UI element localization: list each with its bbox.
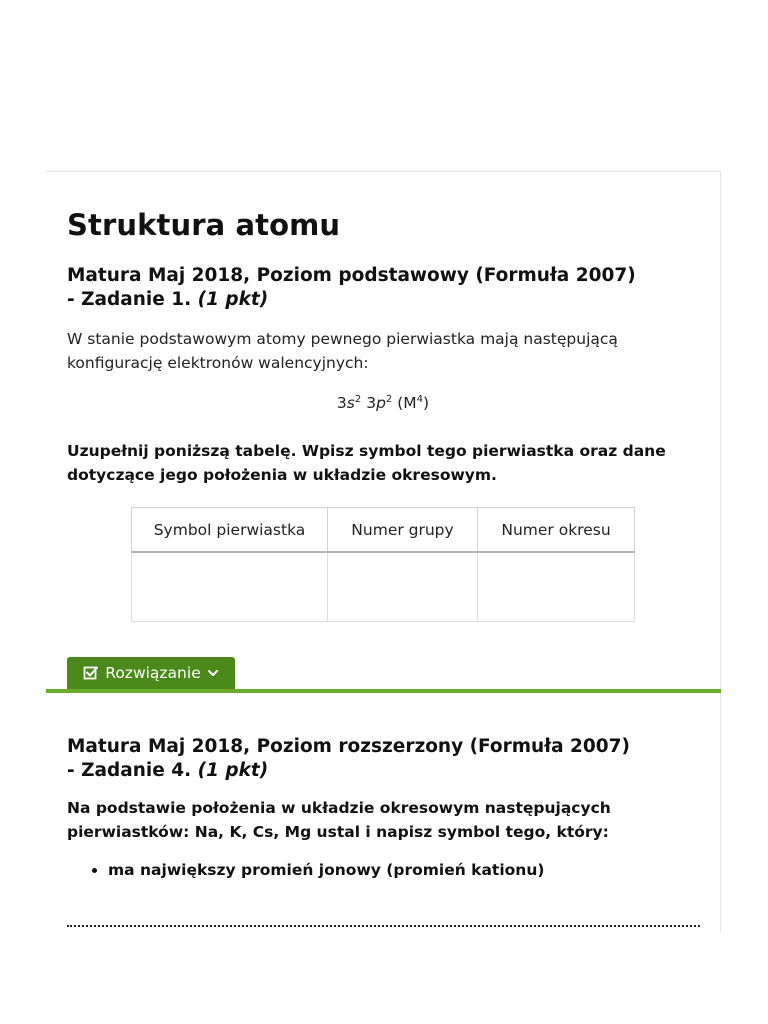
page-title: Struktura atomu	[67, 208, 341, 242]
formula-part2-orbital: p	[376, 394, 386, 413]
answer-table	[131, 507, 635, 622]
table-cell-period	[478, 552, 635, 622]
formula-part1-exponent: 2	[354, 394, 362, 405]
table-header-symbol: Symbol pierwiastka	[132, 508, 328, 553]
task-2-title-sub: - Zadanie 4.	[67, 760, 192, 781]
table-cell-symbol	[132, 552, 328, 622]
chevron-down-icon	[207, 667, 219, 679]
formula-part2-number: 3	[366, 394, 377, 413]
task-2-title	[67, 735, 699, 783]
formula-part1-number: 3	[336, 394, 347, 413]
task-card	[46, 171, 721, 932]
solution-button[interactable]	[67, 657, 235, 689]
solution-divider	[46, 689, 721, 693]
table-cell-group	[328, 552, 478, 622]
task-2-intro: Na podstawie położenia w układzie okresowym następujących pierwiastków: Na, K, Cs, Mg ustal i napisz symbol tego, który:	[67, 799, 611, 841]
task-2-bullet-list	[67, 858, 740, 882]
task-1-instruction: Uzupełnij poniższą tabelę. Wpisz symbol tego pierwiastka oraz dane dotyczące jego położenia w układzie okresowym.	[67, 442, 666, 484]
list-item: • ma największy promień jonowy (promień kationu)	[108, 858, 740, 882]
formula-part1-orbital: s	[346, 394, 355, 413]
checkbox-icon	[83, 665, 99, 681]
electron-configuration	[67, 394, 699, 412]
task-2-points: (1 pkt)	[197, 760, 269, 781]
task-1-title	[67, 264, 699, 312]
solution-label: Rozwiązanie	[105, 664, 201, 682]
table-header-group: Numer grupy	[328, 508, 478, 553]
table-row	[132, 552, 635, 622]
formula-shell-close: )	[423, 394, 430, 413]
task-1-intro: W stanie podstawowym atomy pewnego pierwiastka mają następującą konfigurację elektronów walencyjnych:	[67, 330, 618, 372]
answer-table-header-row	[132, 508, 635, 553]
task-1-points: (1 pkt)	[197, 289, 269, 310]
formula-shell-exponent: 4	[416, 394, 424, 405]
dotted-answer-line	[67, 925, 700, 927]
formula-shell-open: (M	[397, 394, 417, 413]
formula-part2-exponent: 2	[385, 394, 393, 405]
task-1-title-main: Matura Maj 2018, Poziom podstawowy (Formuła 2007)	[67, 265, 636, 286]
task-1-title-sub: - Zadanie 1.	[67, 289, 192, 310]
table-header-period: Numer okresu	[478, 508, 635, 553]
task-2-title-main: Matura Maj 2018, Poziom rozszerzony (Formuła 2007)	[67, 736, 630, 757]
